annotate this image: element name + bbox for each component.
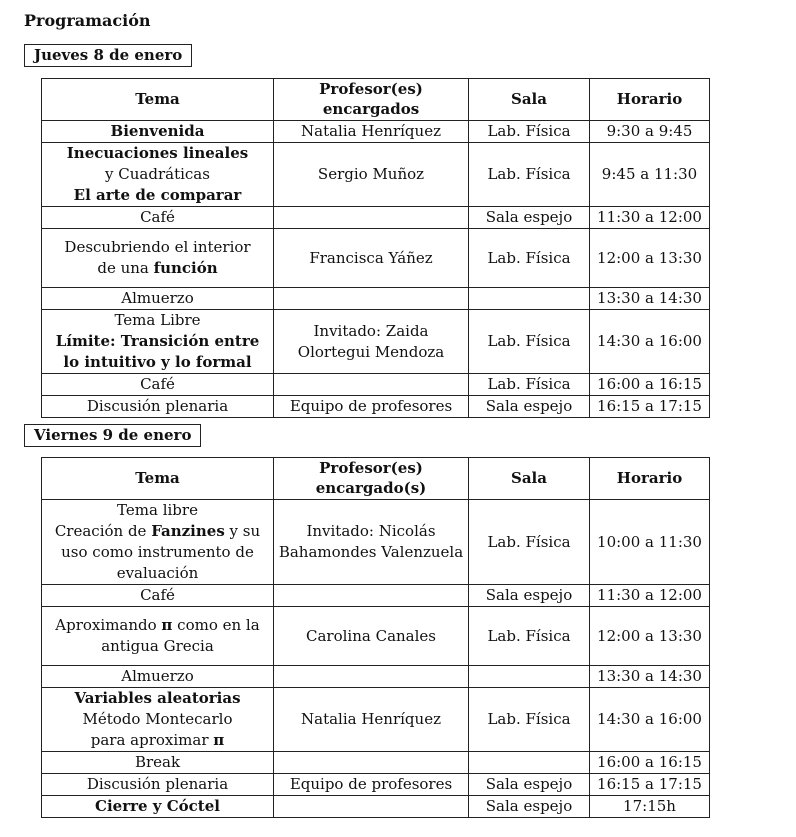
cell-tema: Café <box>42 374 274 396</box>
cell-tema: Discusión plenaria <box>42 774 274 796</box>
table-row <box>42 310 710 374</box>
table-row <box>42 500 710 585</box>
cell-horario: 11:30 a 12:00 <box>590 585 710 607</box>
cell-tema: Almuerzo <box>42 288 274 310</box>
cell-profesor: Invitado: Nicolás Bahamondes Valenzuela <box>274 500 469 585</box>
cell-tema: Tema libre Creación de Fanzines y su uso como instrumento de evaluación <box>42 500 274 585</box>
table-row <box>42 688 710 752</box>
cell-horario: 16:15 a 17:15 <box>590 396 710 418</box>
table-row <box>42 374 710 396</box>
cell-horario: 14:30 a 16:00 <box>590 310 710 374</box>
cell-sala: Lab. Física <box>469 143 590 207</box>
cell-horario: 13:30 a 14:30 <box>590 666 710 688</box>
cell-horario: 9:45 a 11:30 <box>590 143 710 207</box>
table-row <box>42 585 710 607</box>
table-row <box>42 396 710 418</box>
cell-profesor: Francisca Yáñez <box>274 229 469 288</box>
cell-profesor: Sergio Muñoz <box>274 143 469 207</box>
cell-sala: Sala espejo <box>469 207 590 229</box>
cell-tema: Variables aleatorias Método Montecarlo para aproximar π <box>42 688 274 752</box>
cell-tema: Almuerzo <box>42 666 274 688</box>
cell-sala: Lab. Física <box>469 500 590 585</box>
cell-tema: Inecuaciones lineales y Cuadráticas El arte de comparar <box>42 143 274 207</box>
schedule-table-day2 <box>41 457 710 818</box>
table-row <box>42 774 710 796</box>
cell-horario: 9:30 a 9:45 <box>590 121 710 143</box>
cell-tema: Cierre y Cóctel <box>42 796 274 818</box>
cell-horario: 12:00 a 13:30 <box>590 229 710 288</box>
cell-tema: Tema Libre Límite: Transición entre lo intuitivo y lo formal <box>42 310 274 374</box>
header-profesor: Profesor(es) encargados <box>274 79 469 121</box>
cell-tema: Café <box>42 585 274 607</box>
table-row <box>42 207 710 229</box>
cell-horario: 10:00 a 11:30 <box>590 500 710 585</box>
cell-profesor: Natalia Henríquez <box>274 688 469 752</box>
cell-profesor: Equipo de profesores <box>274 396 469 418</box>
table-row <box>42 796 710 818</box>
header-tema: Tema <box>42 79 274 121</box>
cell-sala: Lab. Física <box>469 607 590 666</box>
table-header-row <box>42 79 710 121</box>
cell-sala <box>469 752 590 774</box>
table-row <box>42 666 710 688</box>
table-header-row <box>42 458 710 500</box>
cell-profesor: Equipo de profesores <box>274 774 469 796</box>
cell-sala <box>469 666 590 688</box>
cell-sala <box>469 288 590 310</box>
cell-profesor <box>274 288 469 310</box>
table-row <box>42 752 710 774</box>
cell-profesor <box>274 796 469 818</box>
cell-tema: Discusión plenaria <box>42 396 274 418</box>
cell-sala: Lab. Física <box>469 229 590 288</box>
cell-horario: 17:15h <box>590 796 710 818</box>
cell-profesor <box>274 752 469 774</box>
cell-profesor: Natalia Henríquez <box>274 121 469 143</box>
table-row <box>42 607 710 666</box>
table-row <box>42 121 710 143</box>
table-row <box>42 288 710 310</box>
cell-sala: Lab. Física <box>469 121 590 143</box>
cell-horario: 16:00 a 16:15 <box>590 374 710 396</box>
header-sala: Sala <box>469 458 590 500</box>
cell-profesor: Carolina Canales <box>274 607 469 666</box>
cell-profesor <box>274 374 469 396</box>
cell-sala: Sala espejo <box>469 796 590 818</box>
header-horario: Horario <box>590 458 710 500</box>
cell-horario: 12:00 a 13:30 <box>590 607 710 666</box>
cell-sala: Lab. Física <box>469 310 590 374</box>
cell-profesor <box>274 207 469 229</box>
header-horario: Horario <box>590 79 710 121</box>
header-tema: Tema <box>42 458 274 500</box>
header-sala: Sala <box>469 79 590 121</box>
cell-sala: Sala espejo <box>469 774 590 796</box>
cell-sala: Lab. Física <box>469 374 590 396</box>
cell-tema: Break <box>42 752 274 774</box>
cell-horario: 13:30 a 14:30 <box>590 288 710 310</box>
cell-horario: 14:30 a 16:00 <box>590 688 710 752</box>
table-row <box>42 143 710 207</box>
cell-profesor <box>274 666 469 688</box>
cell-horario: 11:30 a 12:00 <box>590 207 710 229</box>
cell-tema: Bienvenida <box>42 121 274 143</box>
page-title: Programación <box>24 11 151 30</box>
cell-sala: Sala espejo <box>469 396 590 418</box>
header-profesor: Profesor(es) encargado(s) <box>274 458 469 500</box>
cell-sala: Lab. Física <box>469 688 590 752</box>
cell-tema: Descubriendo el interior de una función <box>42 229 274 288</box>
schedule-table-day1 <box>41 78 710 418</box>
cell-sala: Sala espejo <box>469 585 590 607</box>
day1-heading: Jueves 8 de enero <box>24 44 192 67</box>
cell-horario: 16:00 a 16:15 <box>590 752 710 774</box>
table-row <box>42 229 710 288</box>
cell-tema: Café <box>42 207 274 229</box>
cell-profesor: Invitado: Zaida Olortegui Mendoza <box>274 310 469 374</box>
day2-heading: Viernes 9 de enero <box>24 424 201 447</box>
cell-tema: Aproximando π como en la antigua Grecia <box>42 607 274 666</box>
cell-horario: 16:15 a 17:15 <box>590 774 710 796</box>
cell-profesor <box>274 585 469 607</box>
